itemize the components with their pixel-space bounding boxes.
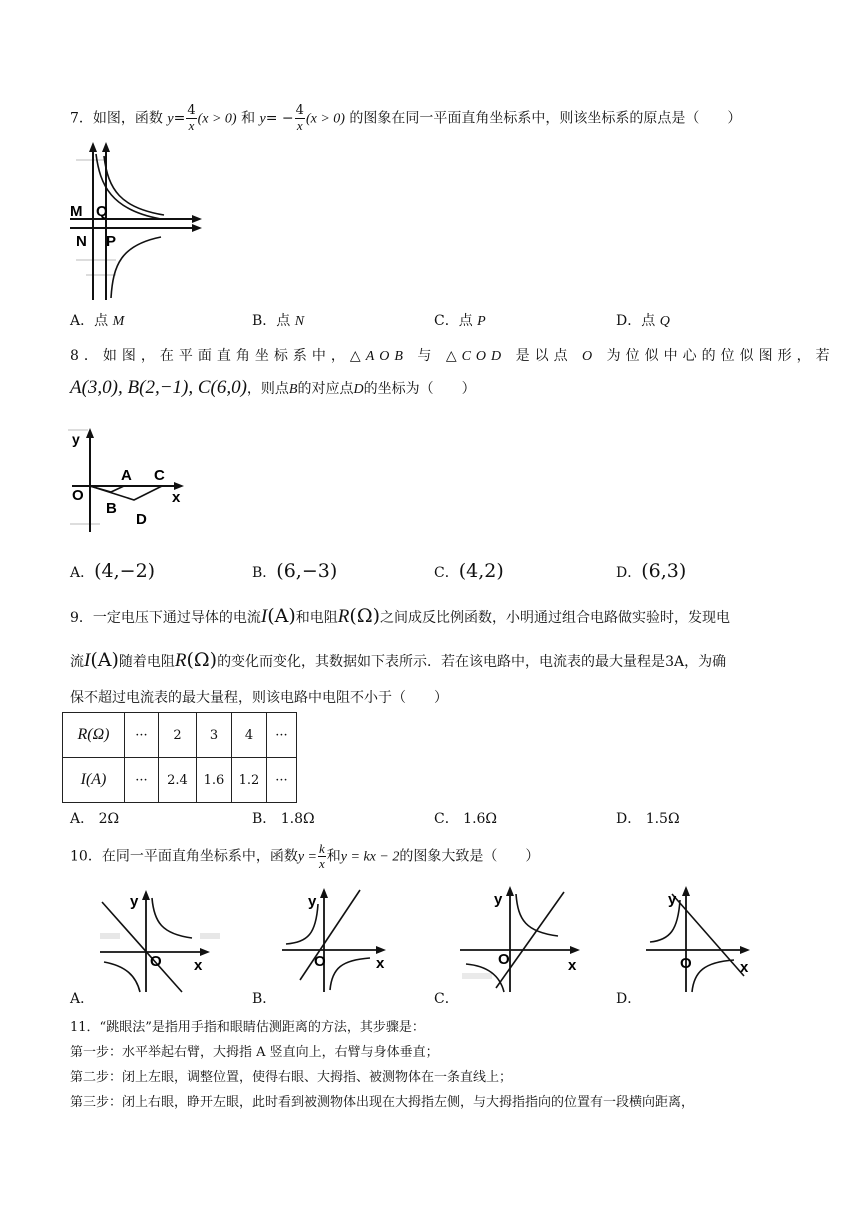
q10-option-b[interactable]: B． — [252, 991, 277, 1007]
q10b-label-x: x — [376, 955, 385, 972]
q7-option-a[interactable]: A．点 M — [70, 313, 125, 329]
q8-option-a[interactable]: A．(4,−2) — [70, 560, 156, 582]
q7-label-M: M — [70, 203, 83, 220]
table-cell: ··· — [125, 713, 159, 758]
q10a-label-O: O — [150, 953, 162, 970]
q8-label-B: B — [106, 500, 117, 517]
q8-label-D: D — [136, 511, 147, 528]
table-cell: 3 — [197, 713, 232, 758]
table-row — [63, 713, 297, 758]
q10d-label-x: x — [740, 959, 749, 976]
q7-label-Q: Q — [96, 203, 108, 220]
q8-stem-line2: A(3,0), B(2,−1), C(6,0)，则点B的对应点D的坐标为（ ） — [70, 377, 476, 398]
q10-graph-b — [280, 884, 400, 996]
q7-fraction-2: $\frac{4}{x}$ — [295, 103, 304, 133]
q11-line3: 第二步：闭上左眼，调整位置，使得右眼、大拇指、被测物体在一条直线上； — [70, 1070, 513, 1085]
q8-stem-line1: 8．如图，在平面直角坐标系中，△AOB 与 △COD 是以点 O 为位似中心的位似图形，若 — [70, 348, 835, 364]
q8-option-d[interactable]: D．(6,3) — [616, 560, 687, 582]
q7-number: 7． — [70, 110, 93, 127]
q7-fraction-1: $\frac{4}{x}$ — [187, 103, 196, 133]
table-cell: 1.6 — [197, 758, 232, 803]
table-cell: 1.2 — [232, 758, 267, 803]
q10-graph-d — [644, 880, 764, 996]
q8-label-x: x — [172, 489, 181, 506]
q10-stem: 10．在同一平面直角坐标系中，函数y = $\frac{k}{x}$ 和y = kx − 2的图象大致是（ ） — [70, 841, 540, 871]
q8-label-C: C — [154, 467, 165, 484]
q10-graph-c — [458, 880, 588, 996]
table-cell: 2.4 — [159, 758, 197, 803]
q11-line2: 第一步：水平举起右臂，大拇指 A 竖直向上，右臂与身体垂直； — [70, 1045, 439, 1060]
q8-figure — [66, 424, 206, 536]
q11-line1: 11．“跳眼法”是指用手指和眼睛估测距离的方法，其步骤是： — [70, 1020, 425, 1035]
q11-line4: 第三步：闭上右眼，睁开左眼，此时看到被测物体出现在大拇指左侧，与大拇指指向的位置有一段横向距离， — [70, 1095, 695, 1110]
q10b-label-y: y — [308, 893, 317, 910]
table-cell: ··· — [125, 758, 159, 803]
q7-label-P: P — [106, 233, 117, 250]
q10b-label-O: O — [314, 953, 326, 970]
q7-figure — [66, 140, 206, 302]
table-cell: I(A) — [63, 758, 125, 803]
table-cell: R(Ω) — [63, 713, 125, 758]
q10-graph-a — [96, 886, 226, 996]
q9-option-b[interactable]: B． 1.8Ω — [252, 811, 315, 827]
q8-label-y: y — [72, 431, 80, 447]
q10-option-d[interactable]: D． — [616, 991, 642, 1007]
q8-option-c[interactable]: C．(4,2) — [434, 560, 504, 582]
table-cell: 2 — [159, 713, 197, 758]
q9-data-table — [62, 712, 297, 803]
q10a-label-y: y — [130, 893, 139, 910]
q8-label-O: O — [72, 487, 84, 504]
q9-stem-line2: 流I(A)随着电阻R(Ω)的变化而变化，其数据如下表所示．若在该电路中，电流表的最大量程是3A，为确 — [70, 649, 727, 671]
q10-fraction: $\frac{k}{x}$ — [319, 841, 325, 871]
table-cell: ··· — [267, 758, 297, 803]
q9-option-c[interactable]: C． 1.6Ω — [434, 811, 498, 827]
q7-option-b[interactable]: B．点 N — [252, 313, 305, 329]
table-row — [63, 758, 297, 803]
q10c-label-y: y — [494, 891, 503, 908]
q7-label-N: N — [76, 233, 87, 250]
q9-number: 9． — [70, 610, 93, 626]
q8-label-A: A — [121, 467, 132, 484]
q10-number: 10． — [70, 848, 102, 865]
table-cell: 4 — [232, 713, 267, 758]
q10a-label-x: x — [194, 957, 203, 974]
q10d-label-y: y — [668, 891, 677, 908]
q10c-label-O: O — [498, 951, 510, 968]
q10d-label-O: O — [680, 955, 692, 972]
q10c-label-x: x — [568, 957, 577, 974]
q7-option-d[interactable]: D．点 Q — [616, 313, 670, 329]
q7-option-c[interactable]: C．点 P — [434, 313, 486, 329]
q10-option-c[interactable]: C． — [434, 991, 459, 1007]
q9-option-d[interactable]: D． 1.5Ω — [616, 811, 680, 827]
table-cell: ··· — [267, 713, 297, 758]
q7-stem: 7．如图，函数 y= $\frac{4}{x}$ (x > 0) 和 y= − $\frac{4}{x}$ (x > 0) 的图象在同一平面直角坐标系中，则该坐标系的原点是（ ） — [70, 103, 742, 133]
q9-stem-line3: 保不超过电流表的最大量程，则该电路中电阻不小于（ ） — [70, 690, 448, 706]
q9-option-a[interactable]: A． 2Ω — [70, 811, 120, 827]
q8-number: 8． — [70, 348, 103, 364]
q8-option-b[interactable]: B．(6,−3) — [252, 560, 338, 582]
q10-option-a[interactable]: A． — [70, 991, 95, 1007]
q9-stem-line1: 9．一定电压下通过导体的电流I(A)和电阻R(Ω)之间成反比例函数，小明通过组合电路做实验时，发现电 — [70, 605, 730, 627]
